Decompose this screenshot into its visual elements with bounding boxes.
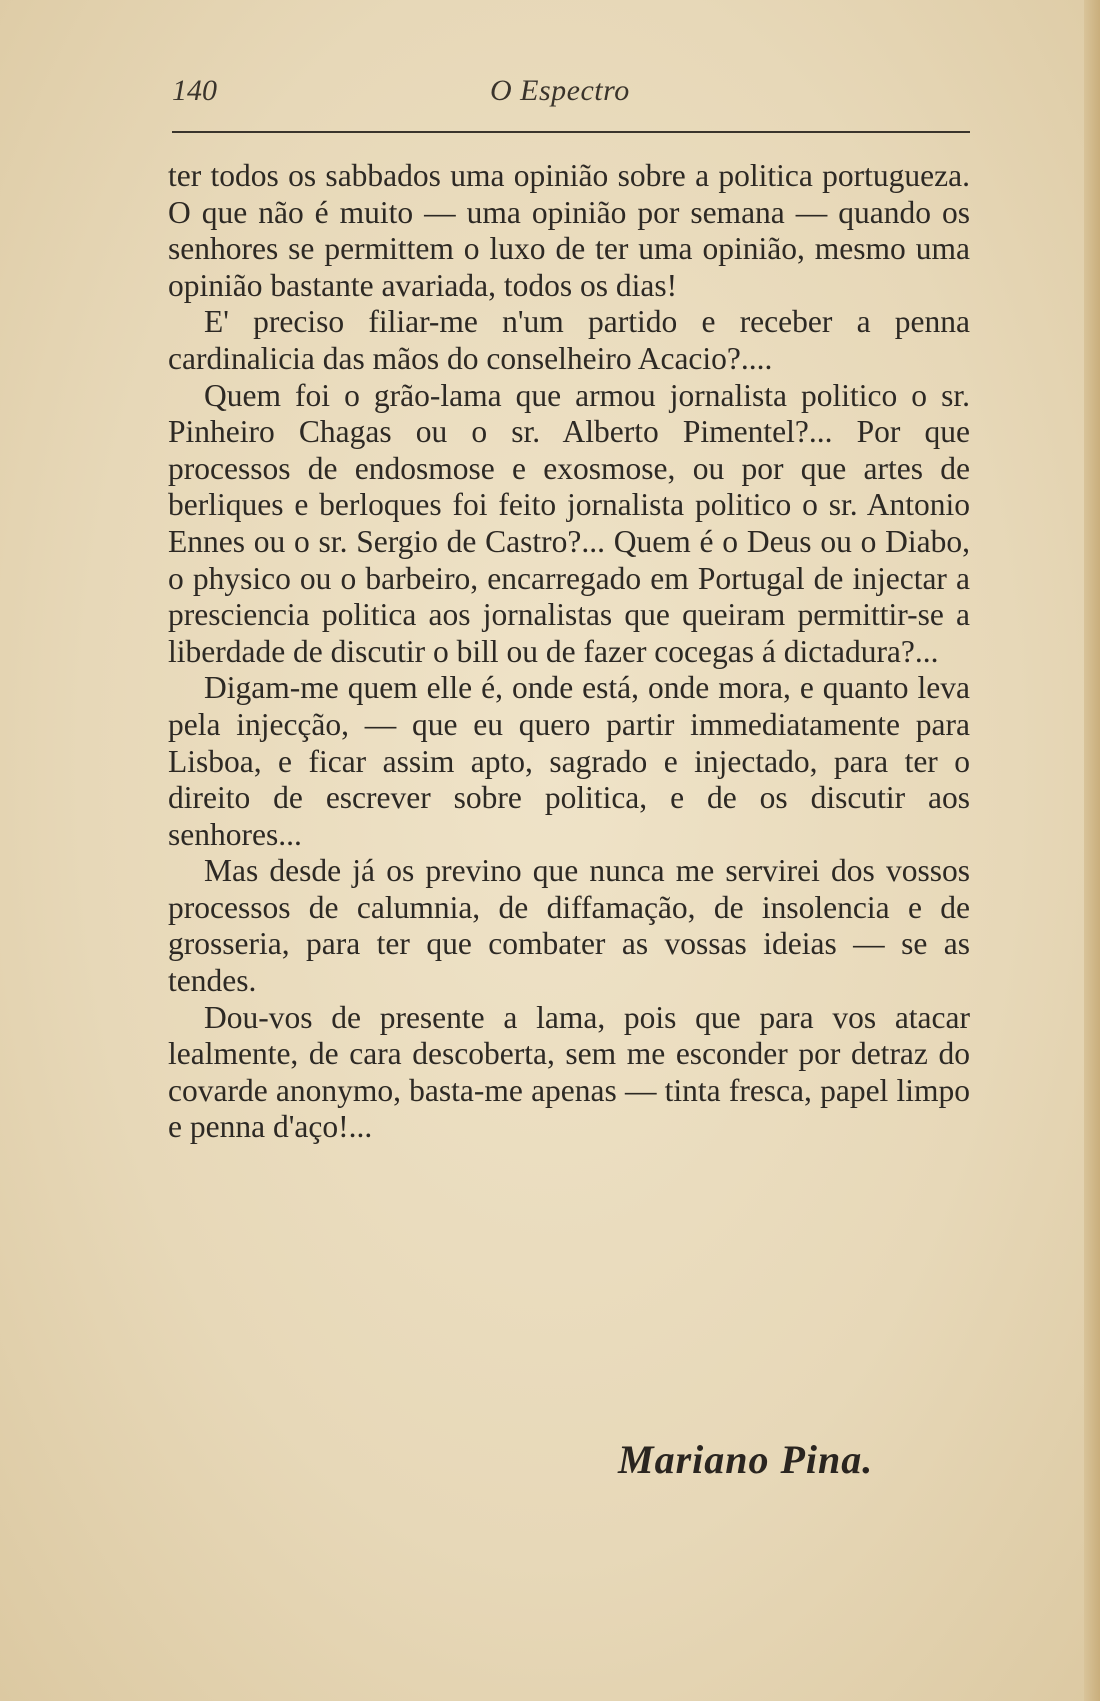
author-signature: Mariano Pina. [618, 1437, 874, 1482]
running-header [172, 74, 970, 118]
page-edge [1084, 0, 1100, 1701]
body-text [168, 158, 970, 1146]
paragraph-3: Quem foi o grão-lama que armou jornalista politico o sr. Pinheiro Chagas ou o sr. Alberto Pimentel?... Por que processos de endosmose e exosmose, ou por que artes de berliques e berloques foi feito jornalista politico o sr. Antonio Ennes ou o sr. Sergio de Castro?... Quem é o Deus ou o Diabo, o physico ou o barbeiro, encarregado em Portugal de injectar a presciencia politica aos jornalistas que queiram permittir-se a liberdade de discutir o bill ou de fazer cocegas á dictadura?... [168, 377, 970, 669]
paragraph-4: Digam-me quem elle é, onde está, onde mora, e quanto leva pela injecção, — que eu quero partir immediatamente para Lisboa, e ficar assim apto, sagrado e injectado, para ter o direito de escrever sobre politica, e de os discutir aos senhores... [168, 670, 970, 852]
running-title: O Espectro [490, 74, 630, 107]
header-rule [172, 131, 970, 133]
paragraph-5: Mas desde já os previno que nunca me servirei dos vossos processos de calumnia, de diffamação, de insolencia e de grosseria, para ter que combater as vossas ideias — se as tendes. [168, 853, 970, 999]
paragraph-6: Dou-vos de presente a lama, pois que para vos atacar lealmente, de cara descoberta, sem me esconder por detraz do covarde anonymo, basta-me apenas — tinta fresca, papel limpo e penna d'aço!... [168, 999, 970, 1145]
paragraph-1: ter todos os sabbados uma opinião sobre a politica portugueza. O que não é muito — uma opinião por semana — quando os senhores se permittem o luxo de ter uma opinião, mesmo uma opinião bastante avariada, todos os dias! [168, 158, 970, 303]
paragraph-2: E' preciso filiar-me n'um partido e receber a penna cardinalicia das mãos do conselheiro Acacio?.... [168, 304, 970, 376]
page-number: 140 [172, 74, 217, 107]
